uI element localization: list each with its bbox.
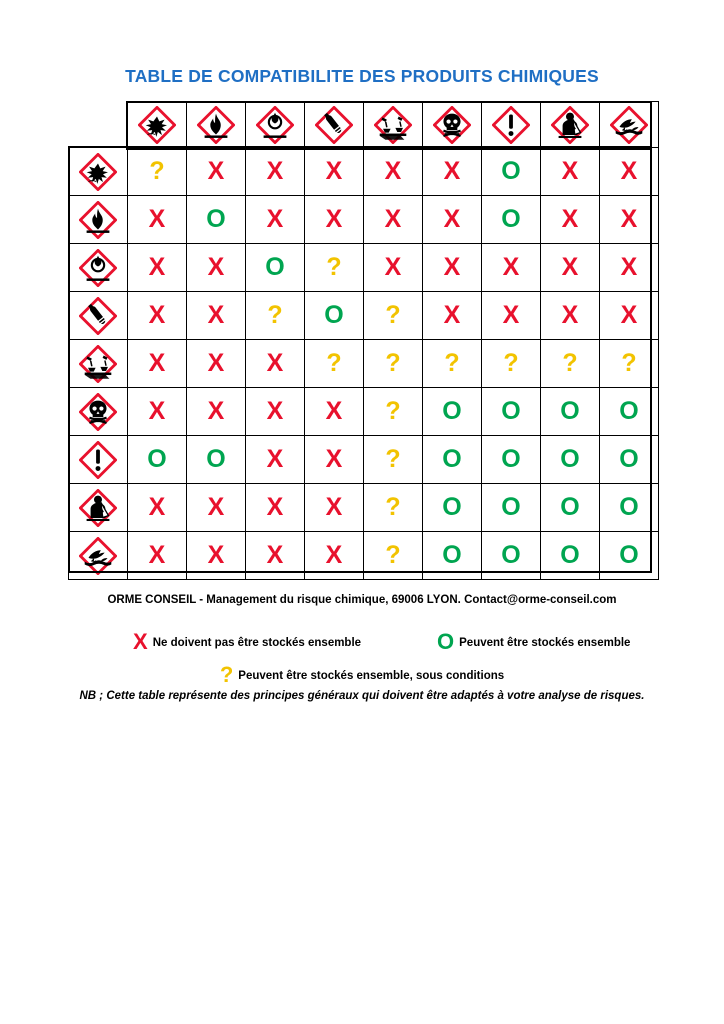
matrix-cell — [128, 196, 187, 244]
matrix-cell — [305, 436, 364, 484]
matrix-value: O — [442, 493, 462, 521]
matrix-cell — [482, 484, 541, 532]
legend-text-question: Peuvent être stockés ensemble, sous conditions — [238, 670, 505, 682]
matrix-cell — [364, 484, 423, 532]
column-header-health — [541, 102, 600, 148]
matrix-value: O — [265, 253, 285, 281]
matrix-corner-cell — [69, 102, 128, 148]
matrix-cell — [600, 484, 659, 532]
matrix-cell — [305, 388, 364, 436]
compatibility-matrix — [68, 101, 659, 580]
ghs06-acute-toxicity-icon — [79, 393, 117, 431]
row-header-corrosive — [69, 340, 128, 388]
matrix-value: ? — [149, 157, 165, 185]
matrix-value: ? — [385, 541, 401, 569]
matrix-value: O — [501, 541, 521, 569]
matrix-value: ? — [385, 349, 401, 377]
matrix-value: X — [148, 493, 166, 521]
matrix-cell — [541, 148, 600, 196]
matrix-value: X — [325, 541, 343, 569]
matrix-value: X — [384, 205, 402, 233]
matrix-row — [69, 532, 659, 580]
ghs09-environment-icon — [79, 537, 117, 575]
matrix-cell — [246, 436, 305, 484]
matrix-value: O — [324, 301, 344, 329]
matrix-cell — [128, 532, 187, 580]
ghs02-flammable-icon — [79, 201, 117, 239]
matrix-cell — [541, 388, 600, 436]
matrix-cell — [600, 532, 659, 580]
matrix-value: O — [206, 205, 226, 233]
matrix-value: X — [443, 205, 461, 233]
legend-row-2 — [0, 662, 724, 688]
matrix-cell — [482, 244, 541, 292]
matrix-value: ? — [562, 349, 578, 377]
legend-symbol-o: O — [437, 629, 455, 654]
matrix-value: X — [443, 253, 461, 281]
row-header-explosive — [69, 148, 128, 196]
matrix-value: X — [266, 157, 284, 185]
matrix-cell — [187, 484, 246, 532]
matrix-row — [69, 340, 659, 388]
matrix-value: O — [560, 445, 580, 473]
matrix-row — [69, 148, 659, 196]
matrix-cell — [423, 244, 482, 292]
ghs02-flammable-icon — [197, 106, 235, 144]
matrix-cell — [541, 196, 600, 244]
row-header-environment — [69, 532, 128, 580]
matrix-cell — [600, 388, 659, 436]
matrix-cell — [364, 388, 423, 436]
legend-item-incompatible — [133, 629, 361, 655]
matrix-cell — [541, 532, 600, 580]
matrix-value: O — [501, 493, 521, 521]
matrix-cell — [423, 340, 482, 388]
matrix-value: ? — [444, 349, 460, 377]
matrix-cell — [600, 244, 659, 292]
matrix-cell — [482, 340, 541, 388]
matrix-cell — [364, 532, 423, 580]
row-header-flammable — [69, 196, 128, 244]
ghs01-explosive-icon — [79, 153, 117, 191]
matrix-value: O — [501, 205, 521, 233]
matrix-cell — [364, 148, 423, 196]
matrix-value: X — [384, 157, 402, 185]
matrix-value: O — [560, 541, 580, 569]
matrix-value: ? — [503, 349, 519, 377]
matrix-cell — [187, 532, 246, 580]
matrix-cell — [423, 388, 482, 436]
matrix-value: O — [619, 445, 639, 473]
matrix-value: ? — [385, 493, 401, 521]
legend-text-o: Peuvent être stockés ensemble — [459, 637, 631, 649]
matrix-value: X — [325, 205, 343, 233]
matrix-value: X — [502, 301, 520, 329]
matrix-cell — [423, 292, 482, 340]
matrix-value: X — [325, 157, 343, 185]
matrix-value: X — [620, 205, 638, 233]
matrix-value: X — [148, 349, 166, 377]
matrix-row — [69, 436, 659, 484]
matrix-cell — [600, 340, 659, 388]
ghs04-gas-cylinder-icon — [315, 106, 353, 144]
page-title: TABLE DE COMPATIBILITE DES PRODUITS CHIMIQUES — [125, 66, 599, 86]
legend-item-conditional — [220, 662, 504, 688]
matrix-value: O — [442, 397, 462, 425]
matrix-value: O — [560, 493, 580, 521]
matrix-cell — [187, 244, 246, 292]
matrix-value: ? — [385, 397, 401, 425]
matrix-value: X — [620, 301, 638, 329]
ghs08-health-hazard-icon — [551, 106, 589, 144]
matrix-cell — [364, 196, 423, 244]
matrix-cell — [600, 292, 659, 340]
matrix-value: X — [207, 397, 225, 425]
ghs07-exclamation-icon — [492, 106, 530, 144]
matrix-value: ? — [267, 301, 283, 329]
matrix-row — [69, 292, 659, 340]
note-text: NB ; Cette table représente des principes généraux qui doivent être adaptés à votre analyse de risques. — [79, 690, 645, 702]
matrix-cell — [128, 484, 187, 532]
matrix-cell — [246, 532, 305, 580]
matrix-cell — [482, 292, 541, 340]
matrix-value: ? — [326, 349, 342, 377]
matrix-cell — [600, 436, 659, 484]
matrix-value: X — [266, 397, 284, 425]
matrix-cell — [600, 196, 659, 244]
matrix-value: X — [502, 253, 520, 281]
matrix-row — [69, 484, 659, 532]
matrix-cell — [423, 436, 482, 484]
matrix-value: X — [207, 253, 225, 281]
matrix-value: X — [207, 301, 225, 329]
column-header-corrosive — [364, 102, 423, 148]
matrix-cell — [305, 532, 364, 580]
matrix-cell — [246, 388, 305, 436]
row-header-health — [69, 484, 128, 532]
matrix-value: ? — [621, 349, 637, 377]
matrix-cell — [187, 388, 246, 436]
matrix-cell — [246, 148, 305, 196]
matrix-row — [69, 196, 659, 244]
matrix-value: X — [266, 493, 284, 521]
column-header-environment — [600, 102, 659, 148]
matrix-cell — [305, 340, 364, 388]
row-header-irritant — [69, 436, 128, 484]
matrix-cell — [187, 436, 246, 484]
matrix-value: X — [207, 349, 225, 377]
matrix-value: O — [501, 445, 521, 473]
row-header-oxidizing — [69, 244, 128, 292]
matrix-cell — [187, 292, 246, 340]
matrix-cell — [541, 292, 600, 340]
matrix-cell — [423, 532, 482, 580]
matrix-cell — [128, 340, 187, 388]
ghs03-oxidizing-icon — [256, 106, 294, 144]
matrix-cell — [423, 196, 482, 244]
matrix-value: O — [619, 397, 639, 425]
matrix-cell — [482, 148, 541, 196]
matrix-cell — [364, 244, 423, 292]
matrix-value: X — [384, 253, 402, 281]
matrix-value: O — [442, 541, 462, 569]
column-header-toxic — [423, 102, 482, 148]
matrix-cell — [482, 532, 541, 580]
matrix-cell — [423, 484, 482, 532]
matrix-value: X — [148, 301, 166, 329]
matrix-value: ? — [385, 445, 401, 473]
ghs06-acute-toxicity-icon — [433, 106, 471, 144]
matrix-value: X — [325, 445, 343, 473]
matrix-cell — [305, 484, 364, 532]
matrix-value: X — [561, 157, 579, 185]
matrix-value: O — [560, 397, 580, 425]
matrix-cell — [187, 340, 246, 388]
matrix-cell — [305, 148, 364, 196]
ghs08-health-hazard-icon — [79, 489, 117, 527]
matrix-cell — [423, 148, 482, 196]
ghs04-gas-cylinder-icon — [79, 297, 117, 335]
matrix-cell — [128, 148, 187, 196]
matrix-value: X — [148, 541, 166, 569]
matrix-value: X — [561, 253, 579, 281]
matrix-value: X — [443, 301, 461, 329]
matrix-cell — [305, 244, 364, 292]
matrix-value: O — [619, 541, 639, 569]
ghs01-explosive-icon — [138, 106, 176, 144]
matrix-cell — [364, 340, 423, 388]
matrix-cell — [541, 340, 600, 388]
matrix-cell — [246, 292, 305, 340]
legend-symbol-question: ? — [219, 662, 234, 687]
ghs05-corrosive-icon — [79, 345, 117, 383]
matrix-value: X — [266, 349, 284, 377]
matrix-cell — [482, 196, 541, 244]
matrix-cell — [128, 436, 187, 484]
matrix-value: X — [148, 253, 166, 281]
matrix-value: X — [207, 157, 225, 185]
matrix-value: X — [266, 205, 284, 233]
matrix-value: O — [442, 445, 462, 473]
matrix-cell — [600, 148, 659, 196]
matrix-cell — [364, 292, 423, 340]
matrix-cell — [482, 436, 541, 484]
matrix-cell — [305, 292, 364, 340]
matrix-value: O — [206, 445, 226, 473]
matrix-value: X — [148, 205, 166, 233]
matrix-value: X — [266, 445, 284, 473]
matrix-value: X — [325, 493, 343, 521]
row-header-gas — [69, 292, 128, 340]
matrix-cell — [482, 388, 541, 436]
matrix-cell — [187, 196, 246, 244]
matrix-row — [69, 244, 659, 292]
matrix-value: X — [561, 301, 579, 329]
matrix-cell — [246, 244, 305, 292]
matrix-value: O — [147, 445, 167, 473]
ghs03-oxidizing-icon — [79, 249, 117, 287]
column-header-flammable — [187, 102, 246, 148]
matrix-value: X — [207, 493, 225, 521]
column-header-oxidizing — [246, 102, 305, 148]
matrix-cell — [541, 484, 600, 532]
column-header-irritant — [482, 102, 541, 148]
matrix-value: O — [501, 397, 521, 425]
matrix-cell — [128, 292, 187, 340]
legend-item-compatible — [437, 629, 630, 655]
matrix-cell — [128, 388, 187, 436]
matrix-cell — [246, 484, 305, 532]
matrix-cell — [187, 148, 246, 196]
matrix-cell — [541, 436, 600, 484]
credit-line: ORME CONSEIL - Management du risque chimique, 69006 LYON. Contact@orme-conseil.com — [107, 594, 617, 606]
column-header-explosive — [128, 102, 187, 148]
matrix-value: X — [207, 541, 225, 569]
column-header-gas — [305, 102, 364, 148]
ghs07-exclamation-icon — [79, 441, 117, 479]
matrix-value: X — [148, 397, 166, 425]
matrix-cell — [246, 340, 305, 388]
matrix-value: X — [325, 397, 343, 425]
matrix-cell — [128, 244, 187, 292]
ghs05-corrosive-icon — [374, 106, 412, 144]
row-header-toxic — [69, 388, 128, 436]
legend-text-x: Ne doivent pas être stockés ensemble — [152, 637, 362, 649]
matrix-cell — [364, 436, 423, 484]
matrix-value: ? — [326, 253, 342, 281]
matrix-row — [69, 388, 659, 436]
matrix-value: X — [620, 253, 638, 281]
matrix-cell — [246, 196, 305, 244]
legend-symbol-x: X — [133, 629, 148, 654]
ghs09-environment-icon — [610, 106, 648, 144]
matrix-cell — [305, 196, 364, 244]
legend-row-1 — [0, 629, 724, 655]
matrix-value: X — [443, 157, 461, 185]
matrix-value: O — [501, 157, 521, 185]
matrix-value: X — [266, 541, 284, 569]
matrix-value: X — [561, 205, 579, 233]
matrix-value: ? — [385, 301, 401, 329]
matrix-value: O — [619, 493, 639, 521]
matrix-value: X — [620, 157, 638, 185]
matrix-cell — [541, 244, 600, 292]
